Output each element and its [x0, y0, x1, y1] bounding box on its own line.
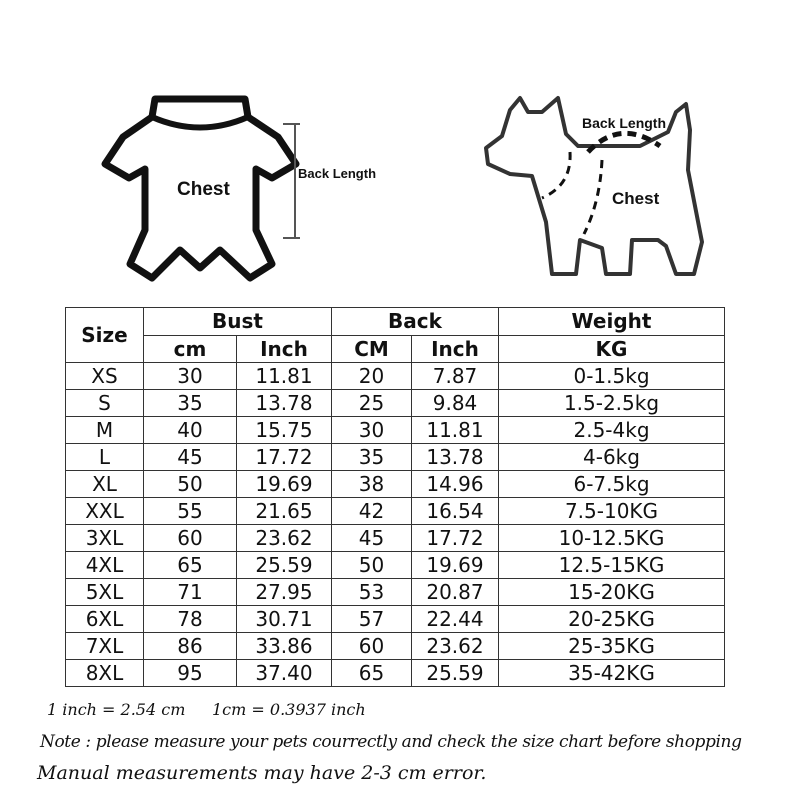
size-cell: 6XL	[66, 606, 144, 633]
weight-cell: 1.5-2.5kg	[499, 390, 725, 417]
weight-header: Weight	[499, 308, 725, 336]
bust-inch-cell: 13.78	[237, 390, 332, 417]
back-inch-cell: 22.44	[412, 606, 499, 633]
back-inch-header: Inch	[412, 336, 499, 363]
shirt-chest-label: Chest	[177, 179, 230, 200]
back-cm-cell: 45	[332, 525, 412, 552]
bust-cm-cell: 95	[144, 660, 237, 687]
back-cm-cell: 42	[332, 498, 412, 525]
weight-cell: 2.5-4kg	[499, 417, 725, 444]
back-cm-cell: 65	[332, 660, 412, 687]
bust-inch-cell: 11.81	[237, 363, 332, 390]
measure-note: Note : please measure your pets courrectly and check the size chart before shopping	[40, 732, 742, 752]
table-row	[66, 660, 725, 687]
bust-inch-cell: 27.95	[237, 579, 332, 606]
back-cm-cell: 35	[332, 444, 412, 471]
bust-cm-cell: 30	[144, 363, 237, 390]
weight-unit-header: KG	[499, 336, 725, 363]
bust-cm-cell: 86	[144, 633, 237, 660]
size-chart-table	[65, 307, 725, 687]
size-cell: XL	[66, 471, 144, 498]
bust-cm-cell: 78	[144, 606, 237, 633]
back-inch-cell: 11.81	[412, 417, 499, 444]
weight-cell: 0-1.5kg	[499, 363, 725, 390]
size-cell: 7XL	[66, 633, 144, 660]
weight-cell: 6-7.5kg	[499, 471, 725, 498]
weight-cell: 15-20KG	[499, 579, 725, 606]
back-cm-cell: 25	[332, 390, 412, 417]
bust-inch-cell: 15.75	[237, 417, 332, 444]
size-cell: 4XL	[66, 552, 144, 579]
table-row	[66, 363, 725, 390]
back-inch-cell: 20.87	[412, 579, 499, 606]
back-inch-cell: 16.54	[412, 498, 499, 525]
back-inch-cell: 7.87	[412, 363, 499, 390]
back-cm-cell: 30	[332, 417, 412, 444]
bust-inch-cell: 23.62	[237, 525, 332, 552]
weight-cell: 12.5-15KG	[499, 552, 725, 579]
bust-cm-cell: 45	[144, 444, 237, 471]
table-row	[66, 498, 725, 525]
back-inch-cell: 23.62	[412, 633, 499, 660]
size-cell: M	[66, 417, 144, 444]
bust-cm-cell: 35	[144, 390, 237, 417]
bust-inch-cell: 37.40	[237, 660, 332, 687]
back-cm-cell: 20	[332, 363, 412, 390]
weight-cell: 20-25KG	[499, 606, 725, 633]
size-cell: XS	[66, 363, 144, 390]
size-cell: XXL	[66, 498, 144, 525]
bust-cm-cell: 50	[144, 471, 237, 498]
back-inch-cell: 13.78	[412, 444, 499, 471]
back-inch-cell: 9.84	[412, 390, 499, 417]
size-cell: 8XL	[66, 660, 144, 687]
bust-cm-cell: 40	[144, 417, 237, 444]
bust-inch-cell: 17.72	[237, 444, 332, 471]
weight-cell: 35-42KG	[499, 660, 725, 687]
back-cm-cell: 53	[332, 579, 412, 606]
back-cm-cell: 38	[332, 471, 412, 498]
back-cm-cell: 57	[332, 606, 412, 633]
table-row	[66, 444, 725, 471]
table-row	[66, 525, 725, 552]
table-subheader-row	[66, 336, 725, 363]
table-row	[66, 633, 725, 660]
bust-inch-cell: 25.59	[237, 552, 332, 579]
back-cm-cell: 50	[332, 552, 412, 579]
table-row	[66, 579, 725, 606]
table-header-row	[66, 308, 725, 336]
back-inch-cell: 19.69	[412, 552, 499, 579]
conversion-inch-note: 1 inch = 2.54 cm	[47, 700, 186, 719]
weight-cell: 4-6kg	[499, 444, 725, 471]
bust-inch-header: Inch	[237, 336, 332, 363]
shirt-back-length-label: Back Length	[298, 166, 377, 181]
bust-inch-cell: 19.69	[237, 471, 332, 498]
back-cm-header: CM	[332, 336, 412, 363]
size-cell: S	[66, 390, 144, 417]
bust-cm-cell: 55	[144, 498, 237, 525]
size-cell: 5XL	[66, 579, 144, 606]
bust-inch-cell: 33.86	[237, 633, 332, 660]
bust-header: Bust	[144, 308, 332, 336]
back-inch-cell: 14.96	[412, 471, 499, 498]
table-row	[66, 417, 725, 444]
table-row	[66, 471, 725, 498]
bust-cm-cell: 60	[144, 525, 237, 552]
weight-cell: 7.5-10KG	[499, 498, 725, 525]
conversion-cm-note: 1cm = 0.3937 inch	[212, 700, 366, 719]
dog-chest-label: Chest	[612, 189, 660, 208]
weight-cell: 10-12.5KG	[499, 525, 725, 552]
back-inch-cell: 25.59	[412, 660, 499, 687]
bust-cm-header: cm	[144, 336, 237, 363]
bust-inch-cell: 21.65	[237, 498, 332, 525]
error-note: Manual measurements may have 2-3 cm error.	[37, 762, 487, 784]
bust-cm-cell: 65	[144, 552, 237, 579]
table-row	[66, 390, 725, 417]
weight-cell: 25-35KG	[499, 633, 725, 660]
table-row	[66, 606, 725, 633]
bust-cm-cell: 71	[144, 579, 237, 606]
dog-back-length-label: Back Length	[582, 115, 667, 131]
size-cell: L	[66, 444, 144, 471]
back-cm-cell: 60	[332, 633, 412, 660]
back-inch-cell: 17.72	[412, 525, 499, 552]
size-cell: 3XL	[66, 525, 144, 552]
bust-inch-cell: 30.71	[237, 606, 332, 633]
size-header: Size	[66, 308, 144, 363]
table-row	[66, 552, 725, 579]
back-header: Back	[332, 308, 499, 336]
